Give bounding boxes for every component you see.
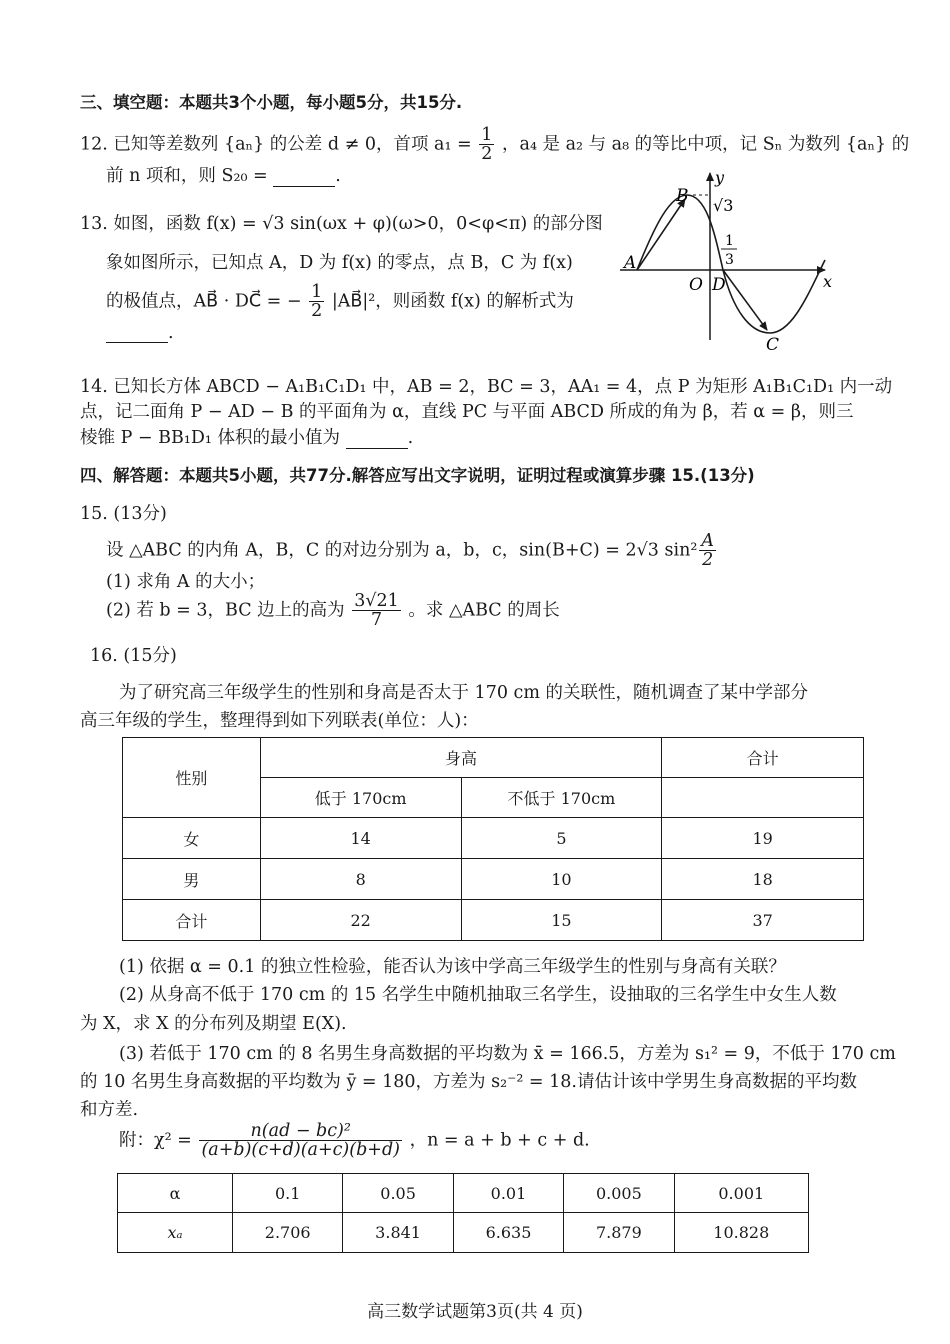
- q15-frac-den: 2: [702, 550, 714, 571]
- q14-text-3: 棱锥 P − BB₁D₁ 体积的最小值为: [80, 428, 340, 448]
- critical-value: 3.841: [343, 1213, 453, 1253]
- question-16-part-2-line-2: 为 X，求 X 的分布列及期望 E(X).: [80, 1014, 347, 1034]
- q14-end: .: [407, 428, 414, 448]
- cell-total: 19: [662, 818, 864, 859]
- question-13-line-4: [106, 323, 174, 343]
- q15-part2-b: 。求 △ABC 的周长: [408, 600, 560, 621]
- page-footer: 高三数学试题第3页(共 4 页): [367, 1302, 583, 1322]
- alpha-value: 0.05: [343, 1174, 453, 1213]
- question-16-part-3-line-3: 和方差.: [80, 1100, 139, 1120]
- critical-value: 10.828: [674, 1213, 808, 1253]
- table-row: [123, 818, 864, 859]
- question-13-line-2: 象如图所示，已知点 A，D 为 f(x) 的零点，点 B，C 为 f(x): [106, 253, 573, 273]
- appendix-text-b: ，n = a + b + c + d.: [409, 1130, 590, 1151]
- header-height: 身高: [260, 738, 662, 778]
- critical-value: 6.635: [453, 1213, 563, 1253]
- cell-total: 37: [662, 900, 864, 941]
- critical-value: 2.706: [233, 1213, 343, 1253]
- q15-text-a: 设 △ABC 的内角 A，B，C 的对边分别为 a，b，c，sin(B+C) = 2√3 sin²: [106, 540, 698, 561]
- header-high: 不低于 170cm: [461, 778, 662, 818]
- label-d: D: [712, 275, 726, 295]
- question-14-line-1: 14. 已知长方体 ABCD − A₁B₁C₁D₁ 中，AB = 2，BC = 3，AA₁ = 4，点 P 为矩形 A₁B₁C₁D₁ 内一动: [80, 377, 893, 397]
- q15-frac2-den: 7: [370, 610, 383, 631]
- q13-frac-num: 1: [311, 282, 323, 302]
- q12-end: .: [335, 166, 341, 186]
- chi-square-numerator: n(ad − bc)²: [199, 1122, 402, 1141]
- q15-frac-num: A: [701, 531, 714, 551]
- question-14-line-3: [80, 424, 413, 449]
- label-y: y: [715, 168, 725, 187]
- question-15-line-1: [106, 532, 718, 570]
- question-13-line-3: [106, 283, 574, 321]
- q15-height-fraction: [352, 592, 401, 630]
- q15-frac2-num: 3√21: [354, 591, 399, 611]
- q13-text-a: 的极值点，AB⃗ · DC⃗ = −: [106, 291, 302, 312]
- row-label: 合计: [123, 900, 261, 941]
- q12-frac-num: 1: [481, 125, 493, 145]
- alpha-label: α: [118, 1174, 233, 1213]
- label-a: A: [624, 253, 637, 273]
- alpha-value: 0.001: [674, 1174, 808, 1213]
- question-12-line-1: [80, 126, 909, 164]
- header-low: 低于 170cm: [260, 778, 461, 818]
- q12-fraction: [479, 126, 494, 164]
- label-b: B: [676, 186, 689, 206]
- label-c: C: [766, 335, 780, 355]
- vector-dc: [723, 270, 767, 330]
- question-15-header: 15. (13分): [80, 504, 167, 524]
- label-third-num: 1: [725, 233, 734, 249]
- cell-low: 14: [260, 818, 461, 859]
- q12-text-b: ，a₄ 是 a₂ 与 a₈ 的等比中项，记 Sₙ 为数列 {aₙ} 的: [502, 134, 910, 155]
- q13-frac-den: 2: [311, 301, 323, 322]
- table-row: [118, 1213, 809, 1253]
- row-label: 女: [123, 818, 261, 859]
- vector-ab: [637, 199, 685, 270]
- chi-square-denominator: (a+b)(c+d)(a+c)(b+d): [201, 1140, 400, 1161]
- alpha-value: 0.1: [233, 1174, 343, 1213]
- q13-answer-blank[interactable]: [106, 324, 168, 343]
- cell-total: 18: [662, 859, 864, 900]
- q13-text-b: |AB⃗|²，则函数 f(x) 的解析式为: [331, 291, 574, 312]
- alpha-value: 0.01: [453, 1174, 563, 1213]
- question-16-intro-2: 高三年级的学生，整理得到如下列联表(单位：人)：: [80, 711, 479, 731]
- critical-value-table: [117, 1173, 809, 1253]
- label-x: x: [823, 272, 833, 291]
- question-16-part-3-line-1: (3) 若低于 170 cm 的 8 名男生身高数据的平均数为 x̄ = 166.5，方差为 s₁² = 9，不低于 170 cm: [119, 1044, 896, 1064]
- appendix-formula: [119, 1122, 590, 1160]
- q12-frac-den: 2: [481, 144, 493, 165]
- question-16-part-2-line-1: (2) 从身高不低于 170 cm 的 15 名学生中随机抽取三名学生，设抽取的三名学生中女生人数: [119, 985, 837, 1005]
- question-16-part-3-line-2: 的 10 名男生身高数据的平均数为 ȳ = 180，方差为 s₂⁻² = 18.请估计该中学男生身高数据的平均数: [80, 1072, 857, 1092]
- question-15-part-2: [106, 592, 560, 630]
- table-row: [123, 900, 864, 941]
- table-row: [118, 1174, 809, 1213]
- section-3-title: 三、填空题：本题共3个小题，每小题5分，共15分.: [80, 93, 463, 112]
- header-total: 合计: [662, 738, 864, 778]
- row-label: 男: [123, 859, 261, 900]
- q12-text-a: 12. 已知等差数列 {aₙ} 的公差 d ≠ 0，首项 a₁ =: [80, 134, 472, 155]
- cell-high: 15: [461, 900, 662, 941]
- question-16-intro-1: 为了研究高三年级学生的性别和身高是否太于 170 cm 的关联性，随机调查了某中学部分: [119, 683, 808, 703]
- header-empty: [662, 778, 864, 818]
- question-13-line-1: 13. 如图，函数 f(x) = √3 sin(ωx + φ)(ω>0，0<φ<π) 的部分图: [80, 214, 603, 234]
- cell-low: 22: [260, 900, 461, 941]
- label-o: O: [689, 275, 703, 295]
- contingency-table: [122, 737, 864, 941]
- chi-square-fraction: [199, 1122, 402, 1160]
- q13-end: .: [168, 323, 174, 343]
- q12-answer-blank[interactable]: [273, 168, 335, 187]
- label-third-den: 3: [725, 252, 734, 268]
- q13-fraction: [309, 283, 324, 321]
- critical-value: 7.879: [564, 1213, 674, 1253]
- q14-answer-blank[interactable]: [346, 430, 408, 449]
- x-alpha-label: xₐ: [118, 1213, 233, 1253]
- alpha-value: 0.005: [564, 1174, 674, 1213]
- q15-part2-a: (2) 若 b = 3，BC 边上的高为: [106, 600, 345, 621]
- sine-graph-figure: [615, 165, 840, 355]
- cell-high: 10: [461, 859, 662, 900]
- table-row: [123, 859, 864, 900]
- label-sqrt3: √3: [713, 196, 734, 215]
- q12-text-2: 前 n 项和，则 S₂₀ =: [106, 166, 268, 186]
- q15-fraction: [699, 532, 716, 570]
- question-14-line-2: 点，记二面角 P − AD − B 的平面角为 α，直线 PC 与平面 ABCD 所成的角为 β，若 α = β，则三: [80, 402, 854, 422]
- cell-high: 5: [461, 818, 662, 859]
- cell-low: 8: [260, 859, 461, 900]
- question-12-line-2: [106, 162, 341, 187]
- question-15-part-1: (1) 求角 A 的大小；: [106, 572, 266, 592]
- section-4-title: 四、解答题：本题共5小题，共77分.解答应写出文字说明，证明过程或演算步骤 15.(13分): [80, 466, 755, 485]
- question-16-header: 16. (15分): [90, 646, 177, 666]
- question-16-part-1: (1) 依据 α = 0.1 的独立性检验，能否认为该中学高三年级学生的性别与身高有关联？: [119, 957, 786, 977]
- appendix-text-a: 附：χ² =: [119, 1130, 192, 1151]
- header-gender: 性别: [123, 738, 261, 818]
